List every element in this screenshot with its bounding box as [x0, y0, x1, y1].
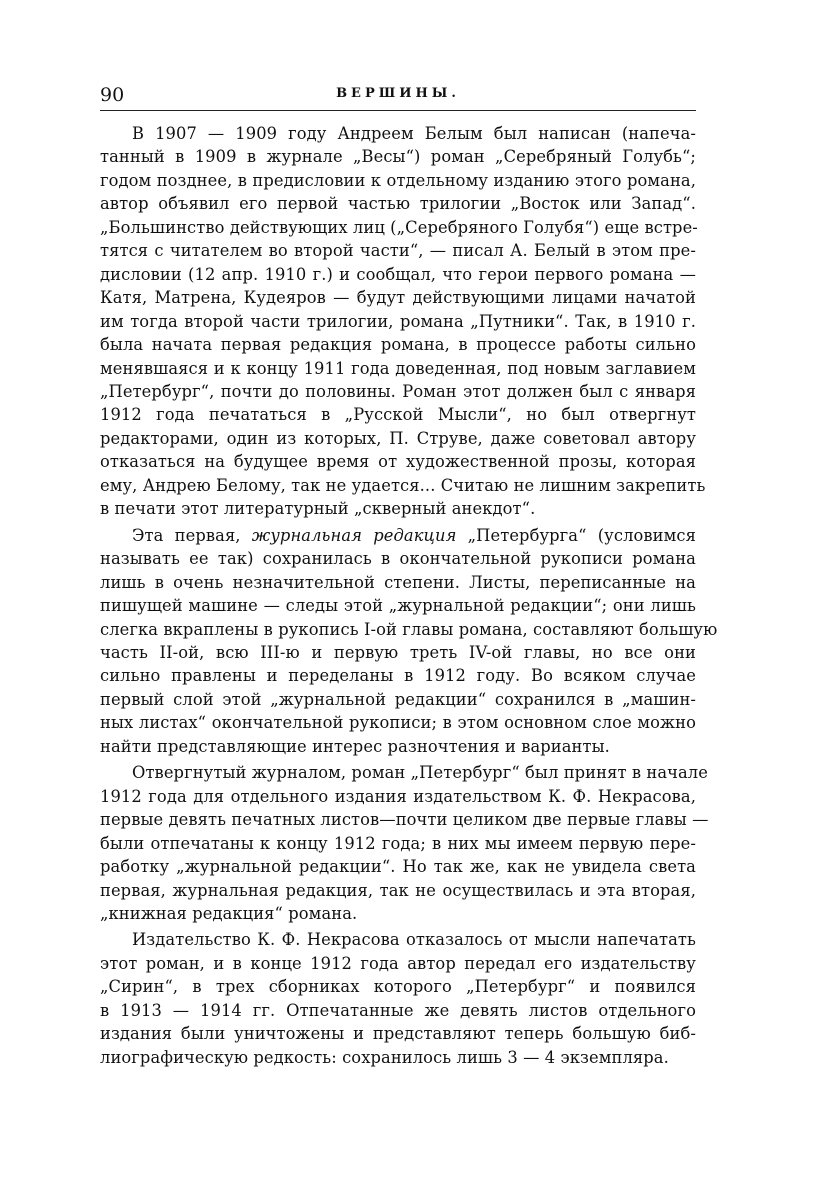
text-line: 1912 года для отдельного издания издательством К. Ф. Некрасова, [100, 786, 696, 806]
text-line: 1912 года печататься в „Русской Мысли“, но был отвергнут [100, 405, 696, 425]
text-line: этот роман, и в конце 1912 года автор передал его издательству [100, 953, 696, 973]
text-line: Катя, Матрена, Кудеяров — будут действующими лицами начатой [100, 288, 696, 308]
text-line: „Большинство действующих лиц („Серебряного Голубя“) еще встре- [100, 217, 698, 237]
text-line: сильно правлены и переделаны в 1912 году. Во всяком случае [100, 666, 696, 686]
text-line: первый слой этой „журнальной редакции“ сохранился в „машин- [100, 689, 696, 709]
text-line: найти представляющие интерес разночтения и варианты. [100, 736, 610, 756]
text-line: В 1907 — 1909 году Андреем Белым был написан (напеча- [132, 124, 696, 143]
text-line: в 1913 — 1914 гг. Отпечатанные же девять листов отдельного [100, 1000, 696, 1020]
text-line: часть II-ой, всю III-ю и первую треть IV-ой главы, но все они [100, 642, 696, 662]
text-line: издания были уничтожены и представляют теперь большую биб- [100, 1024, 696, 1044]
text-line: им тогда второй части трилогии, романа „Путники“. Так, в 1910 г. [100, 311, 696, 331]
paragraph [100, 122, 706, 521]
text-line: тятся с читателем во второй части“, — писал А. Белый в этом пре- [100, 241, 696, 261]
text-line: редакторами, один из которых, П. Струве, даже советовал автору [100, 428, 696, 448]
text-line: слегка вкраплены в рукопись I-ой главы романа, составляют большую [100, 619, 718, 639]
text-line: ных листах“ окончательной рукописи; в этом основном слое можно [100, 713, 696, 733]
text-line: работку „журнальной редакции“. Но так же, как не увидела света [100, 857, 696, 877]
italic-term: журнальная редакция [251, 525, 457, 545]
text-line: были отпечатаны к концу 1912 года; в них мы имеем первую пере- [100, 833, 696, 853]
text-line: в печати этот литературный „скверный анекдот“. [100, 499, 536, 519]
text-line: „Сирин“, в трех сборниках которого „Петербург“ и появился [100, 977, 696, 997]
page-number: 90 [100, 84, 125, 106]
text-line: годом позднее, в предисловии к отдельному изданию этого романа, [100, 170, 696, 190]
text-line: лишь в очень незначительной степени. Листы, переписанные на [100, 572, 696, 592]
text-line: первые девять печатных листов—почти целиком две первые главы — [100, 810, 709, 830]
paragraph [100, 524, 718, 759]
body-text [100, 122, 718, 1069]
text-line: называть ее так) сохранилась в окончательной рукописи романа [100, 549, 696, 569]
text-line: Отвергнутый журналом, роман „Петербург“ был принят в начале [132, 763, 708, 783]
page-header [100, 80, 696, 111]
running-title: ВЕРШИНЫ. [336, 86, 460, 101]
text-line: танный в 1909 в журнале „Весы“) роман „Серебряный Голубь“; [100, 147, 696, 167]
text-line: „книжная редакция“ романа. [100, 903, 358, 923]
text-line: дисловии (12 апр. 1910 г.) и сообщал, что герои первого романа — [100, 264, 696, 284]
text-fragment: „Петербурга“ (условимся [456, 525, 696, 545]
paragraph [100, 761, 709, 925]
text-line: первая, журнальная редакция, так не осуществилась и эта вторая, [100, 880, 696, 900]
text-line: ему, Андрею Белому, так не удается... Считаю не лишним закрепить [100, 475, 706, 495]
text-line: автор объявил его первой частью трилогии „Восток или Запад“. [100, 194, 696, 214]
paragraph [100, 928, 696, 1069]
text-line: была начата первая редакция романа, в процессе работы сильно [100, 335, 696, 355]
text-line [100, 524, 696, 547]
text-line: лиографическую редкость: сохранилось лишь 3 — 4 экземпляра. [100, 1047, 669, 1067]
text-line: Издательство К. Ф. Некрасова отказалось от мысли напечатать [132, 930, 696, 950]
text-line: пишущей машине — следы этой „журнальной редакции“; они лишь [100, 596, 696, 616]
text-line: менявшаяся и к концу 1911 года доведенная, под новым заглавием [100, 358, 696, 378]
text-line: „Петербург“, почти до половины. Роман этот должен был с января [100, 381, 696, 401]
text-line: отказаться на будущее время от художественной прозы, которая [100, 452, 696, 472]
text-fragment: Эта первая, [132, 525, 252, 545]
